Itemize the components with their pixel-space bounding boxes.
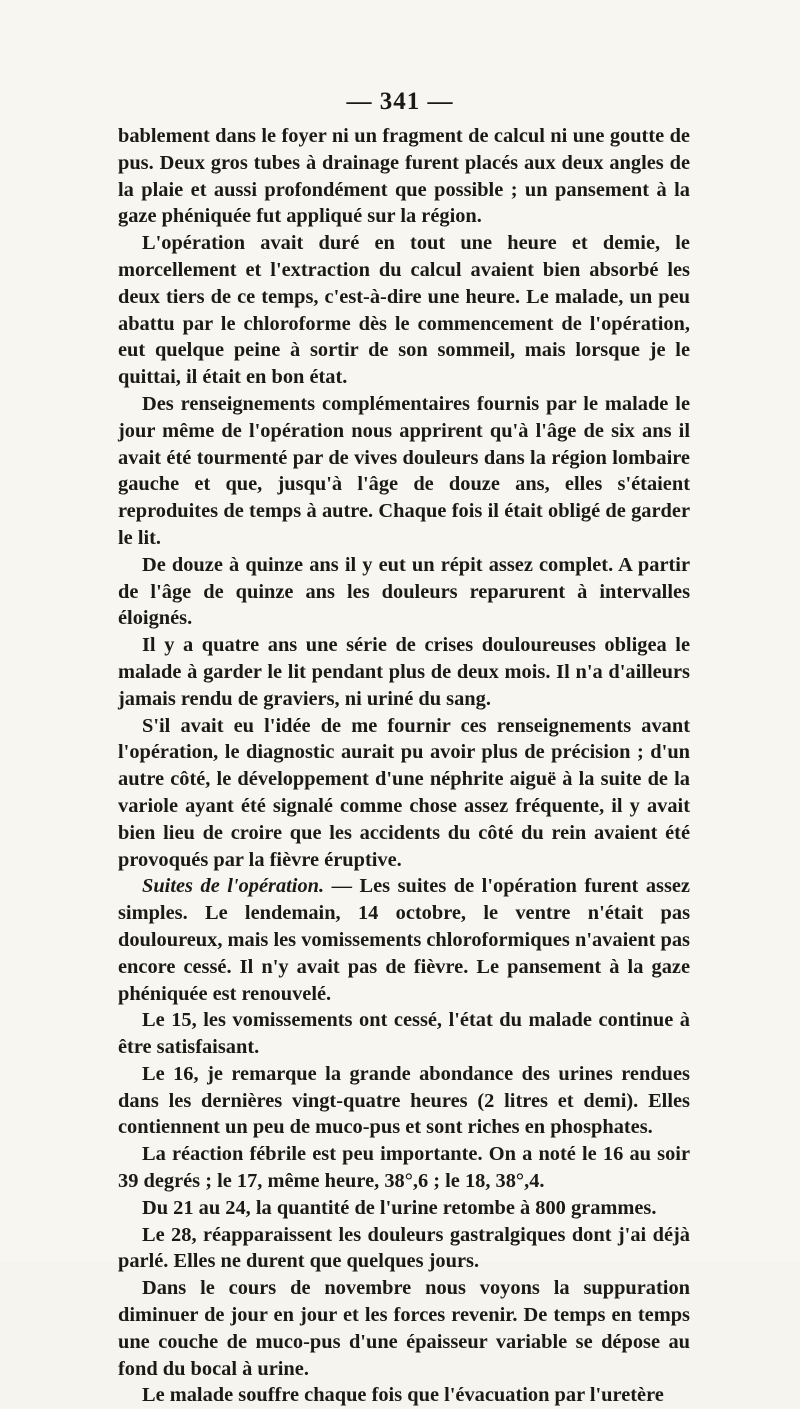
page-number: — 341 —	[346, 88, 454, 115]
paragraph: Le 28, réapparaissent les douleurs gastralgiques dont j'ai déjà parlé. Elles ne durent que quelques jours.	[118, 1223, 690, 1273]
paragraph: Des renseignements complémentaires fournis par le malade le jour même de l'opération nous apprirent qu'à l'âge de six ans il avait été tourmenté par de vives douleurs dans la région lombaire gauche et que, jusqu'à l'âge de douze ans, elles s'étaient reproduites de temps à autre. Chaque fois il était obligé de garder le lit.	[118, 392, 690, 549]
section-paragraph-text: — Les suites de l'opération furent assez simples. Le lendemain, 14 octobre, le ventre n'était pas douloureux, mais les vomissements chloroformiques n'avaient pas encore cessé. Il n'y avait pas de fièvre. Le pansement à la gaze phéniquée est renouvelé.	[118, 875, 690, 1005]
body-text	[118, 123, 690, 1409]
section-heading: Suites de l'opération.	[142, 875, 325, 898]
paragraph: Le 16, je remarque la grande abondance des urines rendues dans les dernières vingt-quatre heures (2 litres et demi). Elles contiennent un peu de muco-pus et sont riches en phosphates.	[118, 1062, 690, 1139]
paragraph: Le 15, les vomissements ont cessé, l'état du malade continue à être satisfaisant.	[118, 1009, 690, 1059]
paragraph: S'il avait eu l'idée de me fournir ces renseignements avant l'opération, le diagnostic aurait pu avoir plus de précision ; d'un autre côté, le développement d'une néphrite aiguë à la suite de la variole ayant été signalé comme chose assez fréquente, il y avait bien lieu de croire que les accidents du côté du rein avaient été provoqués par la fièvre éruptive.	[118, 714, 690, 871]
paragraph: Dans le cours de novembre nous voyons la suppuration diminuer de jour en jour et les forces revenir. De temps en temps une couche de muco-pus d'une épaisseur variable se dépose au fond du bocal à urine.	[118, 1277, 690, 1380]
paragraph: Du 21 au 24, la quantité de l'urine retombe à 800 grammes.	[142, 1196, 657, 1219]
paragraph: Il y a quatre ans une série de crises douloureuses obligea le malade à garder le lit pendant plus de deux mois. Il n'a d'ailleurs jamais rendu de graviers, ni uriné du sang.	[118, 634, 690, 710]
paragraph: Le malade souffre chaque fois que l'évacuation par l'uretère	[142, 1384, 664, 1407]
section-paragraph	[118, 873, 690, 1007]
paragraph: L'opération avait duré en tout une heure et demie, le morcellement et l'extraction du calcul avaient bien absorbé les deux tiers de ce temps, c'est-à-dire une heure. Le malade, un peu abattu par le chloroforme dès le commencement de l'opération, eut quelque peine à sortir de son sommeil, mais lorsque je le quittai, il était en bon état.	[118, 232, 690, 389]
paragraph: bablement dans le foyer ni un fragment de calcul ni une goutte de pus. Deux gros tubes à drainage furent placés aux deux angles de la plaie et aussi profondément que possible ; un pansement à la gaze phéniquée fut appliqué sur la région.	[118, 125, 690, 228]
paragraph: De douze à quinze ans il y eut un répit assez complet. A partir de l'âge de quinze ans les douleurs reparurent à intervalles éloignés.	[118, 553, 690, 630]
paragraph: La réaction fébrile est peu importante. On a noté le 16 au soir 39 degrés ; le 17, même heure, 38°,6 ; le 18, 38°,4.	[118, 1143, 690, 1193]
